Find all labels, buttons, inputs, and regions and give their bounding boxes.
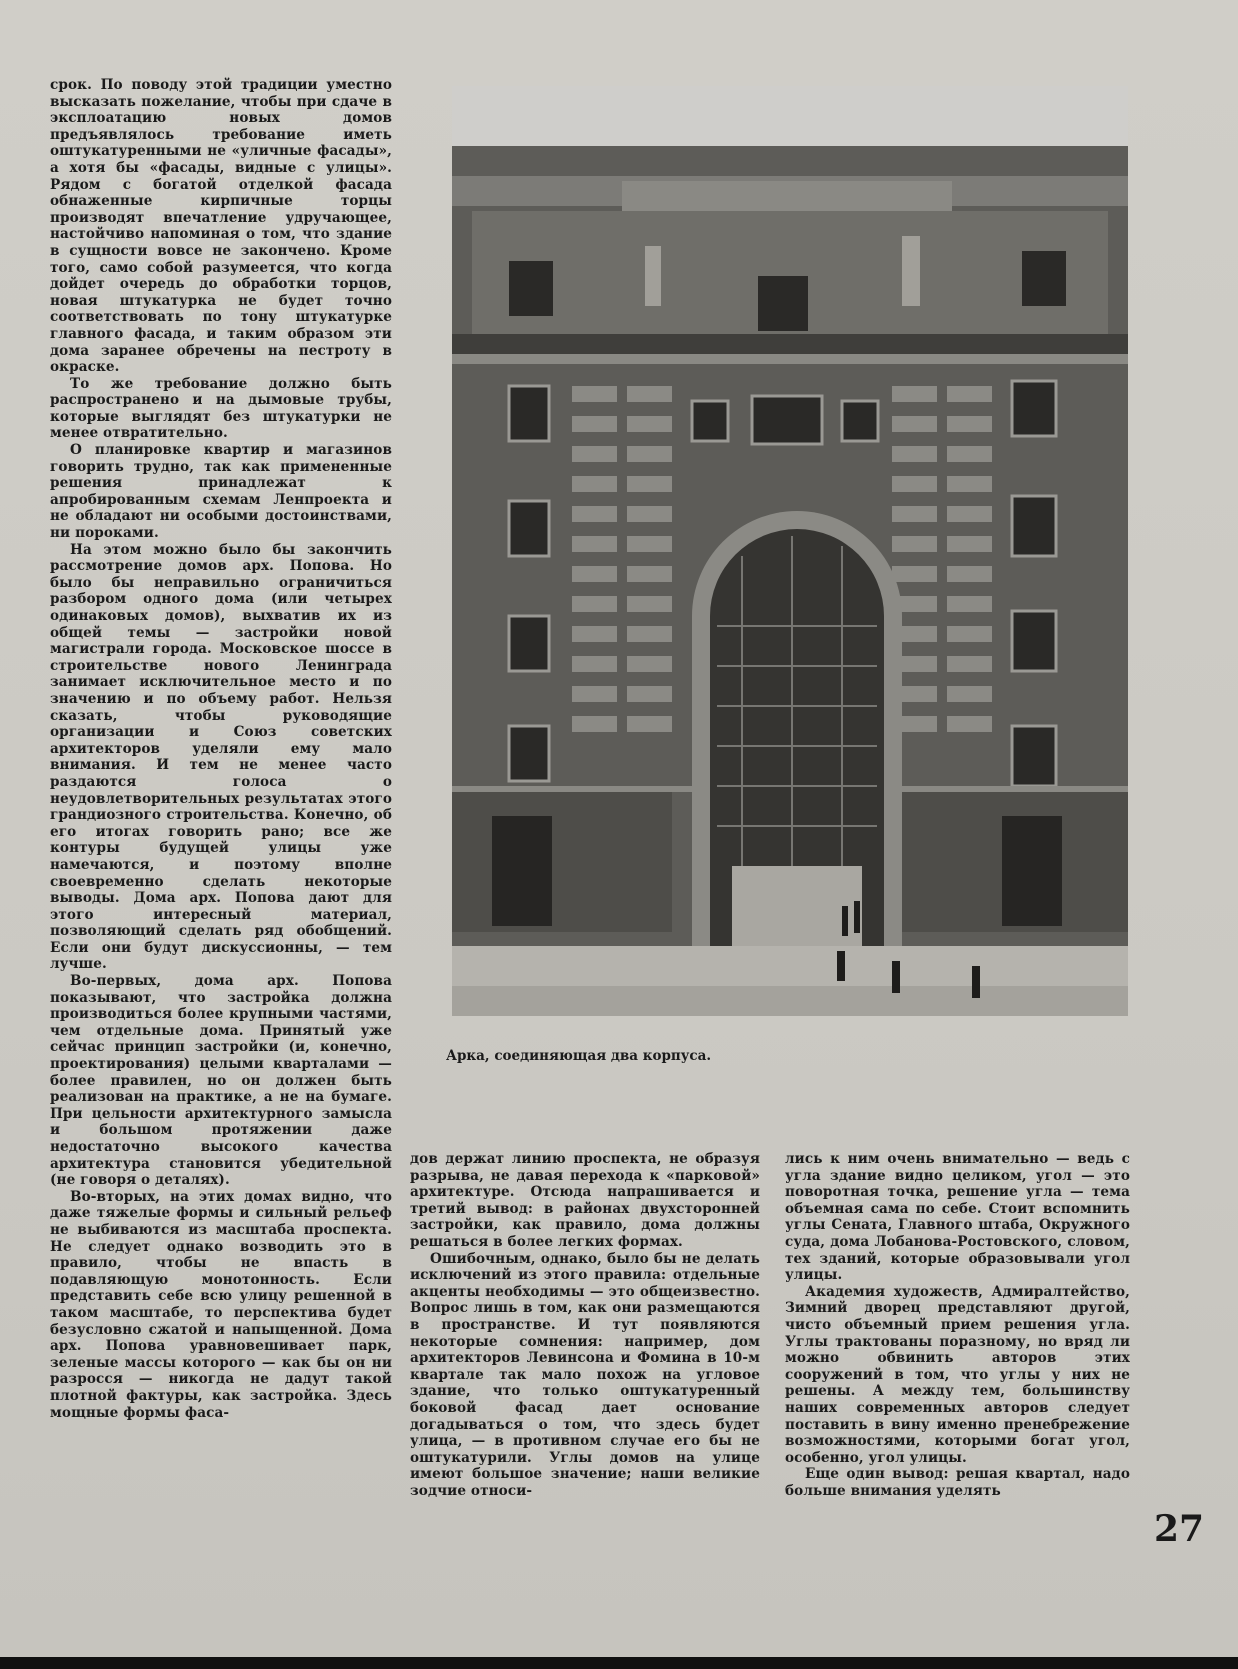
paragraph: Во-вторых, на этих домах видно, что даже тяжелые формы и сильный рельеф не выбиваются из масштаба проспекта. Не следует однако возводить это в правило, чтобы не впасть в подавляющую монотонность. Если представить себе всю улицу решенной в таком масштабе, то перспектива будет безусловно сжатой и напыщенной. Дома арх. Попова уравновешивает парк, зеленые массы которого — как бы он ни разросся — никогда не дадут такой плотной фактуры, как застройка. Здесь мощные формы фаса- <box>50 1188 392 1421</box>
paragraph: лись к ним очень внимательно — ведь с угла здание видно целиком, угол — это поворотная точка, решение угла — тема объемная сама по себе. Стоит вспомнить углы Сената, Главного штаба, Окружного суда, дома Лобанова-Ростовского, словом, тех зданий, которые образовывали угол улицы. <box>785 1151 1130 1284</box>
paragraph: О планировке квартир и магазинов говорить трудно, так как примененные решения принадлежат к апробированным схемам Ленпроекта и не обладают ни особыми достоинствами, ни пороками. <box>50 442 392 542</box>
paragraph: То же требование должно быть распространено и на дымовые трубы, которые выглядят без штукатурки не менее отвратительно. <box>50 375 392 442</box>
text-column-left <box>50 77 392 1421</box>
paragraph: На этом можно было бы закончить рассмотрение домов арх. Попова. Но было бы неправильно ограничиться разбором одного дома (или четырех одинаковых домов), выхватив их из общей темы — застройки новой магистрали города. Московское шоссе в строительстве нового Ленинграда занимает исключительное место и по значению и по объему работ. Нельзя сказать, чтобы руководящие организации и Союз советских архитекторов уделяли ему мало внимания. И тем не менее часто раздаются голоса о неудовлетворительных результатах этого грандиозного строительства. Конечно, об его итогах говорить рано; все же контуры будущей улицы уже намечаются, и поэтому вполне своевременно сделать некоторые выводы. Дома арх. Попова дают для этого интересный материал, позволяющий сделать ряд обобщений. Если они будут дискуссионны, — тем лучше. <box>50 541 392 973</box>
scan-border <box>0 1657 1238 1669</box>
paragraph: срок. По поводу этой традиции уместно высказать пожелание, чтобы при сдаче в эксплоатацию новых домов предъявлялось требование иметь оштукатуренными не «уличные фасады», а хотя бы «фасады, видные с улицы». Рядом с богатой отделкой фасада обнаженные кирпичные торцы производят впечатление удручающее, настойчиво напоминая о том, что здание в сущности вовсе не закончено. Кроме того, само собой разумеется, что когда дойдет очередь до обработки торцов, новая штукатурка не будет точно соответствовать по тону штукатурке главного фасада, и таким образом эти дома заранее обречены на пестроту в окраске. <box>50 77 392 376</box>
text-column-right <box>785 1151 1130 1499</box>
paragraph: Ошибочным, однако, было бы не делать исключений из этого правила: отдельные акценты необходимы — это общеизвестно. Вопрос лишь в том, как они размещаются в пространстве. И тут появляются некоторые сомнения: например, дом архитекторов Левинсона и Фомина в 10-м квартале так мало похож на угловое здание, что только оштукатуренный боковой фасад дает основание догадываться о том, что здесь будет улица, — в противном случае его бы не оштукатурили. Углы домов на улице имеют большое значение; наши великие зодчие относи- <box>410 1250 760 1499</box>
page-number: 27 <box>1154 1508 1205 1550</box>
building-arch-photo <box>452 86 1128 1016</box>
paragraph: дов держат линию проспекта, не образуя разрыва, не давая перехода к «парковой» архитектуре. Отсюда напрашивается и третий вывод: в районах двухсторонней застройки, как правило, дома должны решаться в более легких формах. <box>410 1151 760 1250</box>
paragraph: Академия художеств, Адмиралтейство, Зимний дворец представляют другой, чисто объемный прием решения угла. Углы трактованы поразному, но вряд ли можно обвинить авторов этих сооружений в том, что углы у них не решены. А между тем, большинству наших современных авторов следует поставить в вину именно пренебрежение возможностями, которыми богат угол, особенно, угол улицы. <box>785 1283 1130 1466</box>
paragraph: Во-первых, дома арх. Попова показывают, что застройка должна производиться более крупными частями, чем отдельные дома. Принятый уже сейчас принцип застройки (и, конечно, проектирования) целыми кварталами — более правилен, но он должен быть реализован на практике, а не на бумаге. При цельности архитектурного замысла и большом протяжении даже недостаточно высокого качества архитектура становится убедительной (не говоря о деталях). <box>50 973 392 1189</box>
text-column-middle <box>410 1151 760 1499</box>
paragraph: Еще один вывод: решая квартал, надо больше внимания уделять <box>785 1466 1130 1499</box>
photo-caption: Арка, соединяющая два корпуса. <box>446 1048 712 1064</box>
